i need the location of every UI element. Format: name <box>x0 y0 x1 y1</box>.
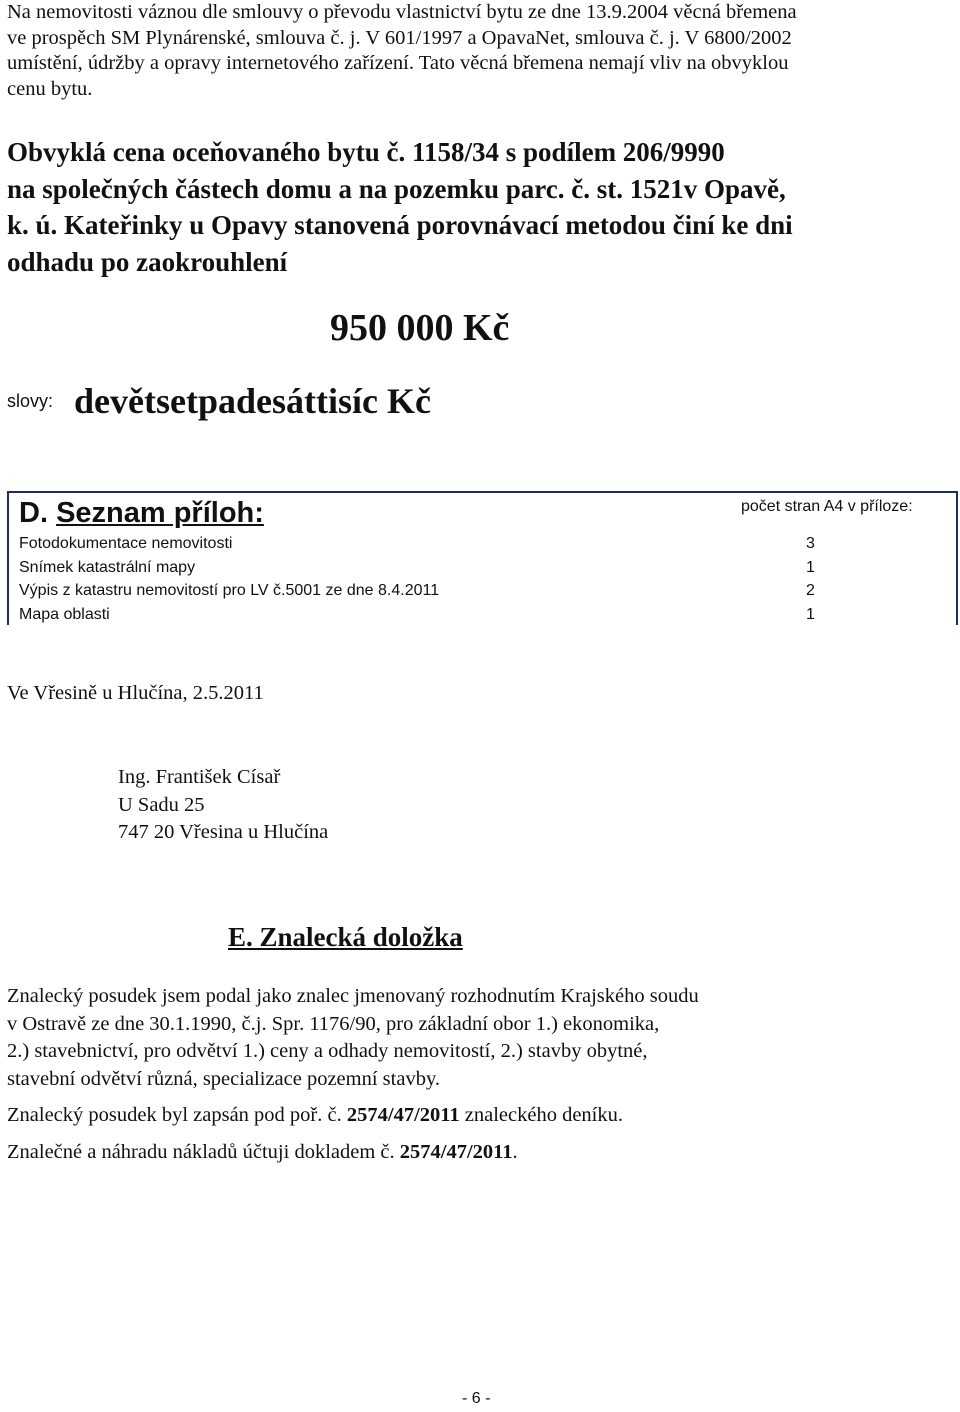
price-words: devětsetpadesáttisíc Kč <box>74 381 431 421</box>
paragraph-line: umístění, údržby a opravy internetového zařízení. Tato věcná břemena nemají vliv na obvyklou <box>7 52 789 74</box>
heading-line: Obvyklá cena oceňovaného bytu č. 1158/34 s podílem 206/9990 <box>7 137 725 167</box>
paragraph-line: Na nemovitosti váznou dle smlouvy o převodu vlastnictví bytu ze dne 13.9.2004 věcná břemena <box>7 1 797 23</box>
attachment-row <box>19 606 819 629</box>
paragraph-line: v Ostravě ze dne 30.1.1990, č.j. Spr. 1176/90, pro základní obor 1.) ekonomika, <box>7 1012 660 1035</box>
attachments-title <box>19 497 264 530</box>
signature-street: U Sadu 25 <box>118 793 205 816</box>
registry-number: 2574/47/2011 <box>346 1104 460 1126</box>
heading-line: odhadu po zaokrouhlení <box>7 246 288 277</box>
expert-clause <box>7 983 947 1093</box>
attachments-section <box>7 491 958 625</box>
attachment-pages: 2 <box>806 582 815 599</box>
signature-city: 747 20 Vřesina u Hlučína <box>118 821 329 843</box>
registry-line <box>7 1104 623 1127</box>
heading-line: k. ú. Kateřinky u Opavy stanovená porovnávací metodou činí ke dni <box>7 210 793 240</box>
price-value: 950 000 Kč <box>330 307 510 349</box>
attachment-name: Výpis z katastru nemovitostí pro LV č.5001 ze dne 8.4.2011 <box>19 582 440 599</box>
section-e-title: E. Znalecká doložka <box>228 922 463 952</box>
attachment-pages: 1 <box>806 606 815 623</box>
paragraph-line: stavební odvětví různá, specializace pozemní stavby. <box>7 1067 440 1090</box>
paragraph-line: cenu bytu. <box>7 77 93 100</box>
attachment-name: Fotodokumentace nemovitosti <box>19 535 233 552</box>
place-date: Ve Vřesině u Hlučína, 2.5.2011 <box>7 682 264 704</box>
paragraph-line: Znalecký posudek jsem podal jako znalec jmenovaný rozhodnutím Krajského soudu <box>7 985 699 1007</box>
fee-number: 2574/47/2011 <box>399 1141 513 1163</box>
attachment-pages: 1 <box>806 559 815 576</box>
paragraph-line: ve prospěch SM Plynárenské, smlouva č. j. V 601/1997 a OpavaNet, smlouva č. j. V 6800/2002 <box>7 26 792 49</box>
fee-prefix: Znalečné a náhradu nákladů účtuji dokladem č. <box>7 1141 395 1163</box>
signature-block <box>118 764 328 847</box>
encumbrance-paragraph <box>7 0 947 102</box>
registry-prefix: Znalecký posudek byl zapsán pod poř. č. <box>7 1104 342 1126</box>
attachment-row <box>19 582 819 605</box>
pages-column-header: počet stran A4 v příloze: <box>741 498 913 515</box>
page-number: - 6 - <box>462 1390 491 1407</box>
attachment-row <box>19 535 819 558</box>
attachment-name: Snímek katastrální mapy <box>19 559 196 576</box>
paragraph-line: 2.) stavebnictví, pro odvětví 1.) ceny a odhady nemovitostí, 2.) stavby obytné, <box>7 1040 648 1062</box>
price-heading <box>7 134 952 280</box>
attachment-pages: 3 <box>806 535 815 552</box>
signature-name: Ing. František Císař <box>118 766 281 788</box>
attachment-name: Mapa oblasti <box>19 606 110 623</box>
price-words-label: slovy: <box>7 391 54 411</box>
fee-suffix: . <box>512 1141 518 1163</box>
section-number: D. <box>19 497 48 529</box>
heading-line: na společných částech domu a na pozemku parc. č. st. 1521v Opavě, <box>7 173 786 204</box>
attachment-row <box>19 559 819 582</box>
fee-line <box>7 1141 518 1164</box>
section-title: Seznam příloh: <box>56 497 264 529</box>
registry-suffix: znaleckého deníku. <box>464 1104 623 1126</box>
